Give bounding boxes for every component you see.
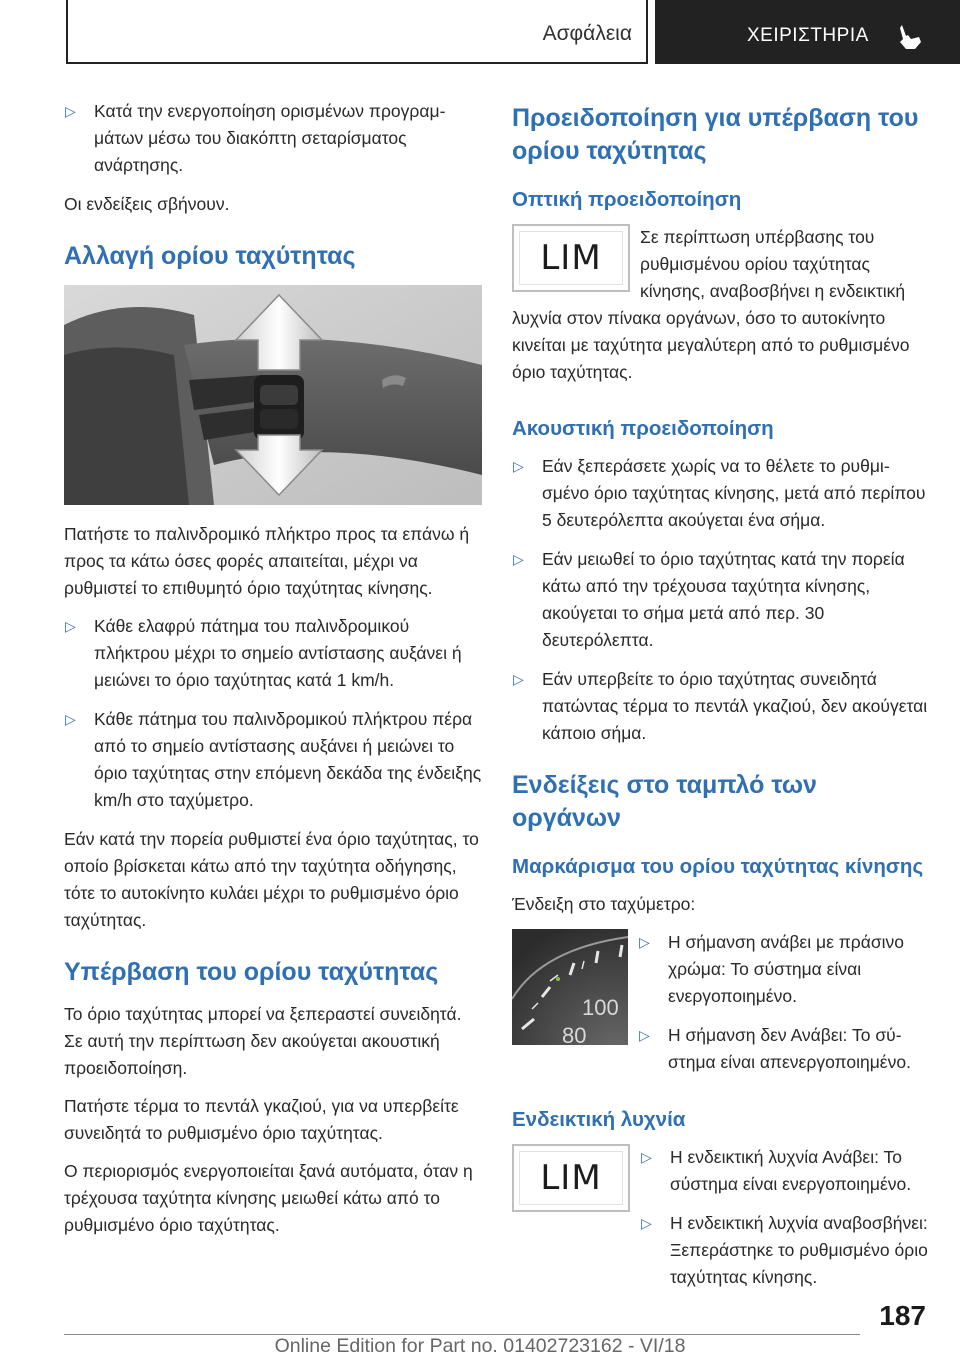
- triangle-bullet-icon: ▷: [641, 1215, 652, 1231]
- list-item: ▷ Η σήμανση δεν Ανάβει: Το σύστημα είναι απενεργοποιημένο.: [638, 1022, 928, 1076]
- heading-visual-warning: Οπτική προειδοποίηση: [512, 188, 742, 211]
- page-number: 187: [879, 1300, 926, 1331]
- speedo-intro-text: Ένδειξη στο ταχύμετρο:: [512, 894, 696, 914]
- heading-change-limit: Αλλαγή ορίου ταχύτητας: [64, 242, 356, 270]
- list-item: ▷ Εάν μειωθεί το όριο ταχύτητας κατά την πορεία κάτω από την τρέχουσα ταχύτητα κίνησης, ακούγεται το σήμα μετά από περ. 30 δευτερόλεπτα.: [512, 546, 928, 654]
- right-column: [512, 98, 928, 1303]
- lim-label: LIM: [519, 1151, 623, 1205]
- list-item: ▷ Κάθε ελαφρύ πάτημα του παλινδρομικού πλήκτρου μέχρι το σημείο αντίστασης αυξάνει ή μειώνει το όριο ταχύτητας κατά 1 km/h.: [64, 613, 482, 694]
- triangle-bullet-icon: ▷: [513, 671, 524, 687]
- heading-marking: Μαρκάρισμα του ορίου ταχύτητας κίνησης: [512, 855, 924, 878]
- left-column: [64, 98, 482, 1250]
- exceed-text-1: Το όριο ταχύτητας μπορεί να ξεπεραστεί συνειδητά. Σε αυτή την περίπτωση δεν ακούγεται ακουστική προειδοποίηση.: [64, 1004, 462, 1078]
- list-item: ▷ Η ενδεικτική λυχνία αναβοσβήνει: Ξεπεράστηκε το ρυθμισμένο όριο ταχύτητας κίνησης.: [640, 1210, 928, 1291]
- lim-label: LIM: [519, 231, 623, 285]
- heading-warning: Προειδοποίηση για υπέρβαση του ορίου ταχύτητας: [512, 104, 919, 165]
- triangle-bullet-icon: ▷: [65, 618, 76, 634]
- steering-wheel-rocker-image: [64, 285, 482, 505]
- list-item: ▷ Η σήμανση ανάβει με πράσινο χρώμα: Το σύστημα είναι ενεργοποιημένο.: [638, 929, 928, 1010]
- heading-exceed-limit: Υπέρβαση του ορίου ταχύτητας: [64, 958, 439, 986]
- visual-warning-text: Σε περίπτωση υπέρβασης του ρυθμισμένου ορίου ταχύτητας κίνησης, αναβοσβήνει η ενδεικτική λυχνία στον πίνακα οργάνων, όσο το αυτοκίνητο κινείται με ταχύτητα μεγαλύτερη από το ρυθμισμένο όριο ταχύτητας.: [512, 227, 910, 382]
- heading-acoustic-warning: Ακουστική προειδοποίηση: [512, 417, 774, 440]
- hand-pointer-icon: [897, 24, 923, 50]
- header-section-box: [66, 0, 648, 64]
- heading-displays: Ενδείξεις στο ταμπλό των οργάνων: [512, 771, 817, 832]
- exceed-text-2: Πατήστε τέρμα το πεντάλ γκαζιού, για να υπερβείτε συνειδητά το ρυθμισμένο όριο ταχύτητας.: [64, 1096, 459, 1143]
- triangle-bullet-icon: ▷: [639, 934, 650, 950]
- list-item: ▷ Εάν υπερβείτε το όριο ταχύτητας συνειδητά πατώντας τέρμα το πεντάλ γκαζιού, δεν ακούγεται κάποιο σήμα.: [512, 666, 928, 747]
- downhill-text: Εάν κατά την πορεία ρυθμιστεί ένα όριο ταχύτητας, το οποίο βρίσκεται κάτω από την ταχύτητα οδήγησης, τότε το αυτοκίνητο κυλάει μέχρι το ρυθμισμένο όριο ταχύτητας.: [64, 829, 479, 930]
- triangle-bullet-icon: ▷: [639, 1027, 650, 1043]
- triangle-bullet-icon: ▷: [65, 103, 76, 119]
- indicators-off-text: Οι ενδείξεις σβήνουν.: [64, 194, 230, 214]
- press-rocker-text: Πατήστε το παλινδρομικό πλήκτρο προς τα επάνω ή προς τα κάτω όσες φορές απαιτείται, μέχρι να ρυθμιστεί το επιθυμητό όριο ταχύτητας κίνησης.: [64, 524, 470, 598]
- speedo-label-80: 80: [562, 1023, 587, 1045]
- footer-text: Online Edition for Part no. 01402723162 - VI/18: [274, 1335, 686, 1357]
- chapter-tab: [655, 0, 960, 64]
- chapter-title: ΧΕΙΡΙΣΤΗΡΙΑ: [747, 25, 869, 46]
- list-item: ▷ Εάν ξεπεράσετε χωρίς να το θέλετε το ρυθμισμένο όριο ταχύτητας κίνησης, μετά από περίπου 5 δευτερόλεπτα ακούγεται ένα σήμα.: [512, 453, 928, 534]
- list-item: ▷ Κατά την ενεργοποίηση ορισμένων προγραμμάτων μέσω του διακόπτη σεταρίσματος ανάρτησης.: [64, 98, 482, 179]
- lim-indicator-icon: [512, 1144, 630, 1212]
- section-title: Ασφάλεια: [542, 22, 632, 45]
- triangle-bullet-icon: ▷: [513, 551, 524, 567]
- speedometer-image: [512, 929, 628, 1045]
- triangle-bullet-icon: ▷: [65, 711, 76, 727]
- speedo-label-100: 100: [582, 995, 619, 1020]
- lamp-bullets: [640, 1144, 928, 1291]
- heading-indicator-lamp: Ενδεικτική λυχνία: [512, 1108, 686, 1131]
- continued-list: [64, 98, 482, 179]
- triangle-bullet-icon: ▷: [641, 1149, 652, 1165]
- rocker-bullets: [64, 613, 482, 814]
- triangle-bullet-icon: ▷: [513, 458, 524, 474]
- exceed-text-3: Ο περιορισμός ενεργοποιείται ξανά αυτόματα, όταν η τρέχουσα ταχύτητα κίνησης μειωθεί κάτω από το ρυθμισμένο όριο ταχύτητας.: [64, 1161, 473, 1235]
- list-item: ▷ Η ενδεικτική λυχνία Ανάβει: Το σύστημα είναι ενεργοποιημένο.: [640, 1144, 928, 1198]
- acoustic-bullets: [512, 453, 928, 747]
- lim-indicator-icon: [512, 224, 630, 292]
- list-item: ▷ Κάθε πάτημα του παλινδρομικού πλήκτρου πέρα από το σημείο αντίστασης αυξάνει ή μειώνει το όριο ταχύτητας στην επόμενη δεκάδα της ένδειξης km/h στο ταχύμετρο.: [64, 706, 482, 814]
- speedo-bullets: [638, 929, 928, 1076]
